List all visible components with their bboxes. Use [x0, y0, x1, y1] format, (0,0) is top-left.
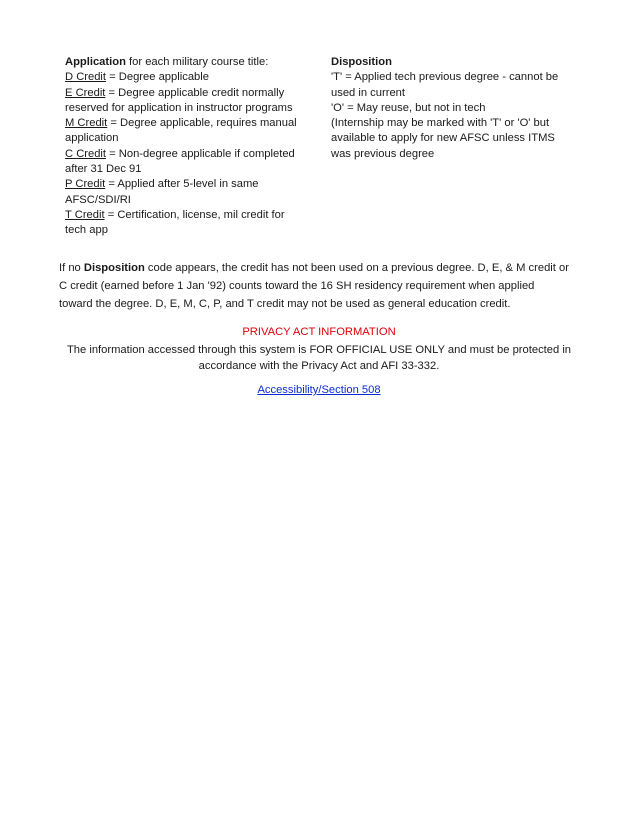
note-line-2: C credit (earned before 1 Jan '92) counts toward the 16 SH residency requirement when applied	[59, 280, 535, 292]
credit-desc-p-1: = Applied after 5-level in same	[105, 178, 259, 191]
privacy-line-1: The information accessed through this system is FOR OFFICIAL USE ONLY and must be protected in	[66, 344, 572, 356]
credit-code-m: M Credit	[65, 117, 108, 130]
disposition-line-3: 'O' = May reuse, but not in tech	[331, 101, 486, 114]
credit-item-c	[65, 147, 313, 162]
credit-item-t	[65, 208, 313, 223]
credit-desc-e-2: reserved for application in instructor programs	[65, 101, 293, 114]
disposition-line-1: 'T' = Applied tech previous degree - cannot be	[331, 71, 559, 84]
credit-desc-c-2: after 31 Dec 91	[65, 163, 142, 176]
credit-desc-t-1: = Certification, license, mil credit for	[104, 208, 285, 221]
privacy-act-title: PRIVACY ACT INFORMATION	[242, 326, 396, 338]
credit-desc-d-1: = Degree applicable	[106, 71, 209, 84]
credit-code-p: P Credit	[65, 178, 106, 191]
privacy-act-text	[0, 343, 638, 374]
note-prefix: If no	[59, 262, 84, 274]
credit-item-d	[65, 70, 313, 85]
credit-desc-e-1: = Degree applicable credit normally	[105, 86, 285, 99]
credit-desc-c-1: = Non-degree applicable if completed	[106, 147, 295, 160]
application-heading-bold: Application	[65, 56, 126, 68]
credit-code-e: E Credit	[65, 86, 106, 99]
credit-code-d: D Credit	[65, 71, 107, 84]
disposition-line-6: was previous degree	[331, 147, 435, 160]
credit-code-c: C Credit	[65, 147, 107, 160]
application-heading-rest: for each military course title:	[125, 56, 269, 68]
disposition-line-5: available to apply for new AFSC unless ITMS	[331, 132, 555, 145]
application-heading	[65, 55, 313, 70]
application-column	[65, 55, 313, 239]
credit-desc-t-2: tech app	[65, 224, 108, 237]
disposition-line-4: (Internship may be marked with 'T' or 'O' but	[331, 117, 550, 130]
disposition-column	[331, 55, 576, 162]
credit-item-p	[65, 177, 313, 192]
note-line-1-rest: code appears, the credit has not been used on a previous degree. D, E, & M credit or	[144, 262, 569, 274]
accessibility-link-container	[0, 383, 638, 398]
disposition-note	[59, 259, 584, 313]
credit-item-e	[65, 86, 313, 101]
credit-desc-m-2: application	[65, 132, 119, 145]
disposition-heading-text: Disposition	[331, 56, 392, 68]
disposition-line-2: used in current	[331, 86, 406, 99]
credit-code-t: T Credit	[65, 208, 105, 221]
note-line-3: toward the degree. D, E, M, C, P, and T credit may not be used as general education credit.	[59, 298, 511, 310]
disposition-heading	[331, 55, 576, 70]
privacy-line-2: accordance with the Privacy Act and AFI 33-332.	[198, 359, 440, 372]
credit-desc-p-2: AFSC/SDI/RI	[65, 193, 131, 206]
note-line-1	[59, 259, 584, 277]
credit-desc-m-1: = Degree applicable, requires manual	[107, 117, 297, 130]
note-bold: Disposition	[83, 262, 145, 274]
accessibility-link[interactable]: Accessibility/Section 508	[257, 384, 381, 396]
credit-item-m	[65, 116, 313, 131]
